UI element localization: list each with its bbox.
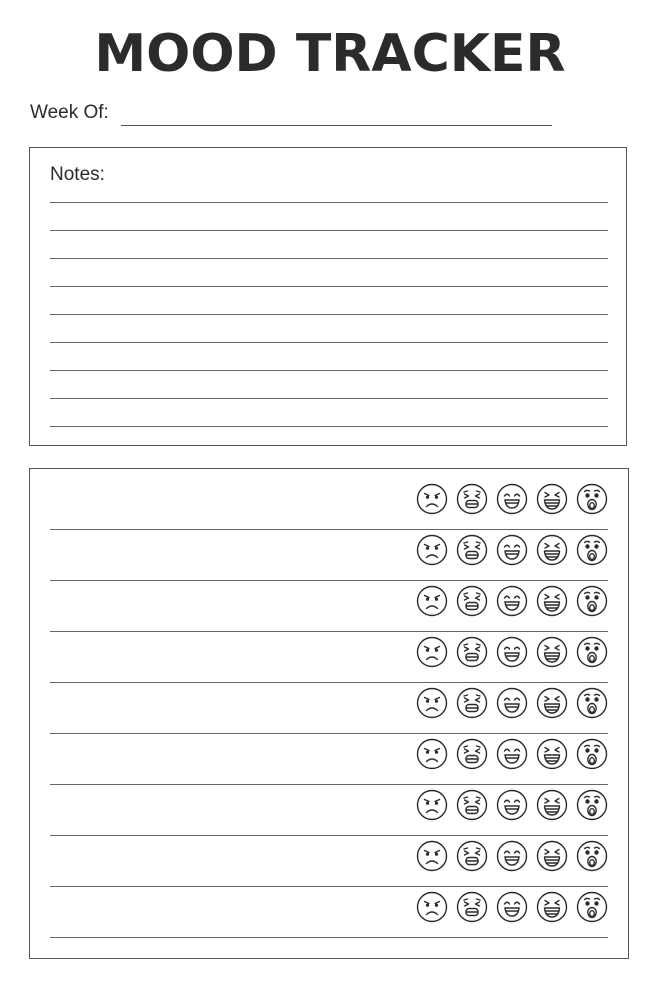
shocked-face-icon[interactable] [576,738,608,770]
crying-face-icon[interactable] [456,687,488,719]
notes-writing-line[interactable] [50,314,608,315]
angry-face-icon[interactable] [416,687,448,719]
grinning-squinting-face-icon[interactable] [536,840,568,872]
angry-face-icon[interactable] [416,585,448,617]
mood-options [416,585,608,619]
tracker-row [50,683,608,734]
grinning-squinting-face-icon[interactable] [536,738,568,770]
tracker-row [50,836,608,887]
grinning-squinting-face-icon[interactable] [536,891,568,923]
angry-face-icon[interactable] [416,534,448,566]
mood-options [416,636,608,670]
crying-face-icon[interactable] [456,840,488,872]
tracker-row [50,785,608,836]
grinning-squinting-face-icon[interactable] [536,483,568,515]
notes-writing-line[interactable] [50,426,608,427]
angry-face-icon[interactable] [416,789,448,821]
crying-face-icon[interactable] [456,738,488,770]
angry-face-icon[interactable] [416,483,448,515]
week-of-input-line[interactable] [121,125,552,126]
shocked-face-icon[interactable] [576,534,608,566]
grinning-squinting-face-icon[interactable] [536,534,568,566]
angry-face-icon[interactable] [416,840,448,872]
mood-tracker-section [29,468,629,959]
notes-writing-line[interactable] [50,230,608,231]
mood-options [416,738,608,772]
notes-writing-line[interactable] [50,202,608,203]
angry-face-icon[interactable] [416,738,448,770]
notes-writing-line[interactable] [50,342,608,343]
mood-options [416,789,608,823]
mood-options [416,687,608,721]
grinning-squinting-face-icon[interactable] [536,687,568,719]
crying-face-icon[interactable] [456,483,488,515]
tracker-row [50,887,608,938]
week-of-label: Week Of: [30,102,109,123]
shocked-face-icon[interactable] [576,585,608,617]
crying-face-icon[interactable] [456,891,488,923]
mood-options [416,483,608,517]
tracker-row [50,479,608,530]
crying-face-icon[interactable] [456,789,488,821]
grinning-squinting-face-icon[interactable] [536,789,568,821]
notes-writing-line[interactable] [50,286,608,287]
grinning-squinting-face-icon[interactable] [536,585,568,617]
page-title: MOOD TRACKER [94,24,566,84]
shocked-face-icon[interactable] [576,840,608,872]
notes-writing-line[interactable] [50,398,608,399]
crying-face-icon[interactable] [456,636,488,668]
mood-options [416,534,608,568]
smiling-face-icon[interactable] [496,687,528,719]
smiling-face-icon[interactable] [496,636,528,668]
smiling-face-icon[interactable] [496,483,528,515]
notes-writing-line[interactable] [50,370,608,371]
angry-face-icon[interactable] [416,891,448,923]
tracker-row [50,581,608,632]
smiling-face-icon[interactable] [496,840,528,872]
grinning-squinting-face-icon[interactable] [536,636,568,668]
notes-writing-line[interactable] [50,258,608,259]
shocked-face-icon[interactable] [576,636,608,668]
angry-face-icon[interactable] [416,636,448,668]
notes-label: Notes: [50,164,105,185]
notes-section [29,147,627,446]
shocked-face-icon[interactable] [576,687,608,719]
shocked-face-icon[interactable] [576,891,608,923]
tracker-writing-line[interactable] [50,937,608,938]
smiling-face-icon[interactable] [496,738,528,770]
smiling-face-icon[interactable] [496,789,528,821]
crying-face-icon[interactable] [456,534,488,566]
smiling-face-icon[interactable] [496,585,528,617]
smiling-face-icon[interactable] [496,534,528,566]
crying-face-icon[interactable] [456,585,488,617]
shocked-face-icon[interactable] [576,789,608,821]
tracker-row [50,734,608,785]
shocked-face-icon[interactable] [576,483,608,515]
tracker-row [50,632,608,683]
smiling-face-icon[interactable] [496,891,528,923]
tracker-row [50,530,608,581]
mood-options [416,891,608,925]
mood-options [416,840,608,874]
